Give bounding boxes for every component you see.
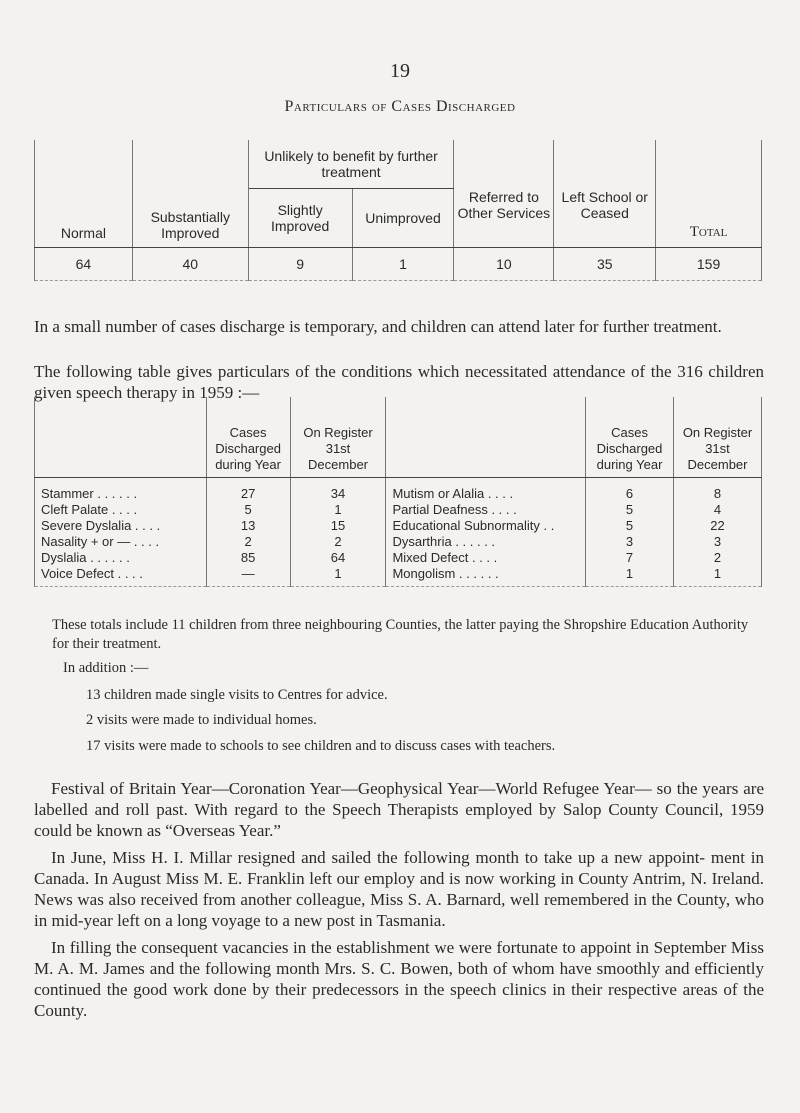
discharged-value: — [206,566,290,587]
condition-label: Cleft Palate . . . . [35,502,207,518]
discharged-value: 7 [586,550,674,566]
condition-label: Stammer . . . . . . [35,478,207,503]
cases-discharged-table [34,140,762,281]
paragraph-table-intro: The following table gives particulars of the conditions which necessitated attendance of the 316 children given speech therapy in 1959 :— [34,362,764,402]
header-slightly-improved: Slightly Improved [248,189,352,248]
register-value: 34 [290,478,386,503]
discharged-value: 5 [586,502,674,518]
condition-label: Nasality + or — . . . . [35,534,207,550]
paragraph-appointments: In filling the consequent vacancies in the establishment we were fortunate to appoint in September Miss M. A. M. James and the following month Mrs. S. C. Bowen, both of whom have smoothly and efficiently continued the good work done by their predecessors in the speech clinics in their respective areas of the County. [34,938,764,1020]
condition-label: Dyslalia . . . . . . [35,550,207,566]
header-unimproved: Unimproved [352,189,454,248]
value-normal: 64 [35,248,133,281]
discharged-value: 6 [586,478,674,503]
value-referred: 10 [454,248,554,281]
note-in-addition: In addition :— [63,660,149,676]
register-value: 1 [290,566,386,587]
header-register-right: On Register 31st December [674,397,762,478]
header-total: Total [656,140,762,248]
header-discharged-left: Cases Discharged during Year [206,397,290,478]
value-slightly-improved: 9 [248,248,352,281]
condition-label: Mongolism . . . . . . [386,566,586,587]
header-substantially-improved: Substantially Improved [132,140,248,248]
discharged-value: 13 [206,518,290,534]
condition-label: Dysarthria . . . . . . [386,534,586,550]
note-neighbouring-counties: These totals include 11 children from three neighbouring Counties, the latter paying the Shropshire Education Authority for their treatment. [52,617,749,652]
value-left-school: 35 [554,248,656,281]
value-total: 159 [656,248,762,281]
register-value: 4 [674,502,762,518]
register-value: 64 [290,550,386,566]
register-value: 1 [290,502,386,518]
header-left-school: Left School or Ceased [554,140,656,248]
section-title: Particulars of Cases Discharged [284,98,516,115]
register-value: 1 [674,566,762,587]
blank-header-right [386,397,586,478]
header-register-left: On Register 31st December [290,397,386,478]
page-number: 19 [390,60,410,82]
table-row [35,478,762,503]
note-single-visits: 13 children made single visits to Centres for advice. [86,687,388,703]
discharged-value: 2 [206,534,290,550]
table-row [35,550,762,566]
discharged-value: 3 [586,534,674,550]
condition-label: Educational Subnormality . . [386,518,586,534]
register-value: 3 [674,534,762,550]
value-substantially-improved: 40 [132,248,248,281]
conditions-table [34,397,762,587]
table-row [35,518,762,534]
header-normal: Normal [35,140,133,248]
register-value: 15 [290,518,386,534]
condition-label: Voice Defect . . . . [35,566,207,587]
condition-label: Mutism or Alalia . . . . [386,478,586,503]
header-discharged-right: Cases Discharged during Year [586,397,674,478]
table-row [35,534,762,550]
note-home-visits: 2 visits were made to individual homes. [86,712,317,728]
register-value: 2 [674,550,762,566]
paragraph-overseas-year: Festival of Britain Year—Coronation Year—Geophysical Year—World Refugee Year— so the years are labelled and roll past. With regard to the Speech Therapists employed by Salop County Council, 1959 could be known as “Overseas Year.” [34,779,764,840]
table-row [35,566,762,587]
discharged-value: 27 [206,478,290,503]
paragraph-temporary-discharge: In a small number of cases discharge is temporary, and children can attend later for further treatment. [34,317,722,336]
header-referred: Referred to Other Services [454,140,554,248]
note-school-visits: 17 visits were made to schools to see children and to discuss cases with teachers. [86,738,556,754]
discharged-value: 5 [206,502,290,518]
condition-label: Partial Deafness . . . . [386,502,586,518]
header-unlikely-to-benefit: Unlikely to benefit by further treatment [248,140,454,189]
register-value: 8 [674,478,762,503]
paragraph-resignations: In June, Miss H. I. Millar resigned and sailed the following month to take up a new appoint- ment in Canada. In August Miss M. E. Franklin left our employ and is now working in County Antrim, N. Ireland. News was also received from another colleague, Miss S. A. Barnard, well remembered in the County, who in mid-year left on a long voyage to a new post in Tasmania. [34,848,764,930]
blank-header-left [35,397,207,478]
register-value: 2 [290,534,386,550]
register-value: 22 [674,518,762,534]
value-unimproved: 1 [352,248,454,281]
condition-label: Severe Dyslalia . . . . [35,518,207,534]
table-row [35,502,762,518]
discharged-value: 85 [206,550,290,566]
discharged-value: 5 [586,518,674,534]
discharged-value: 1 [586,566,674,587]
condition-label: Mixed Defect . . . . [386,550,586,566]
